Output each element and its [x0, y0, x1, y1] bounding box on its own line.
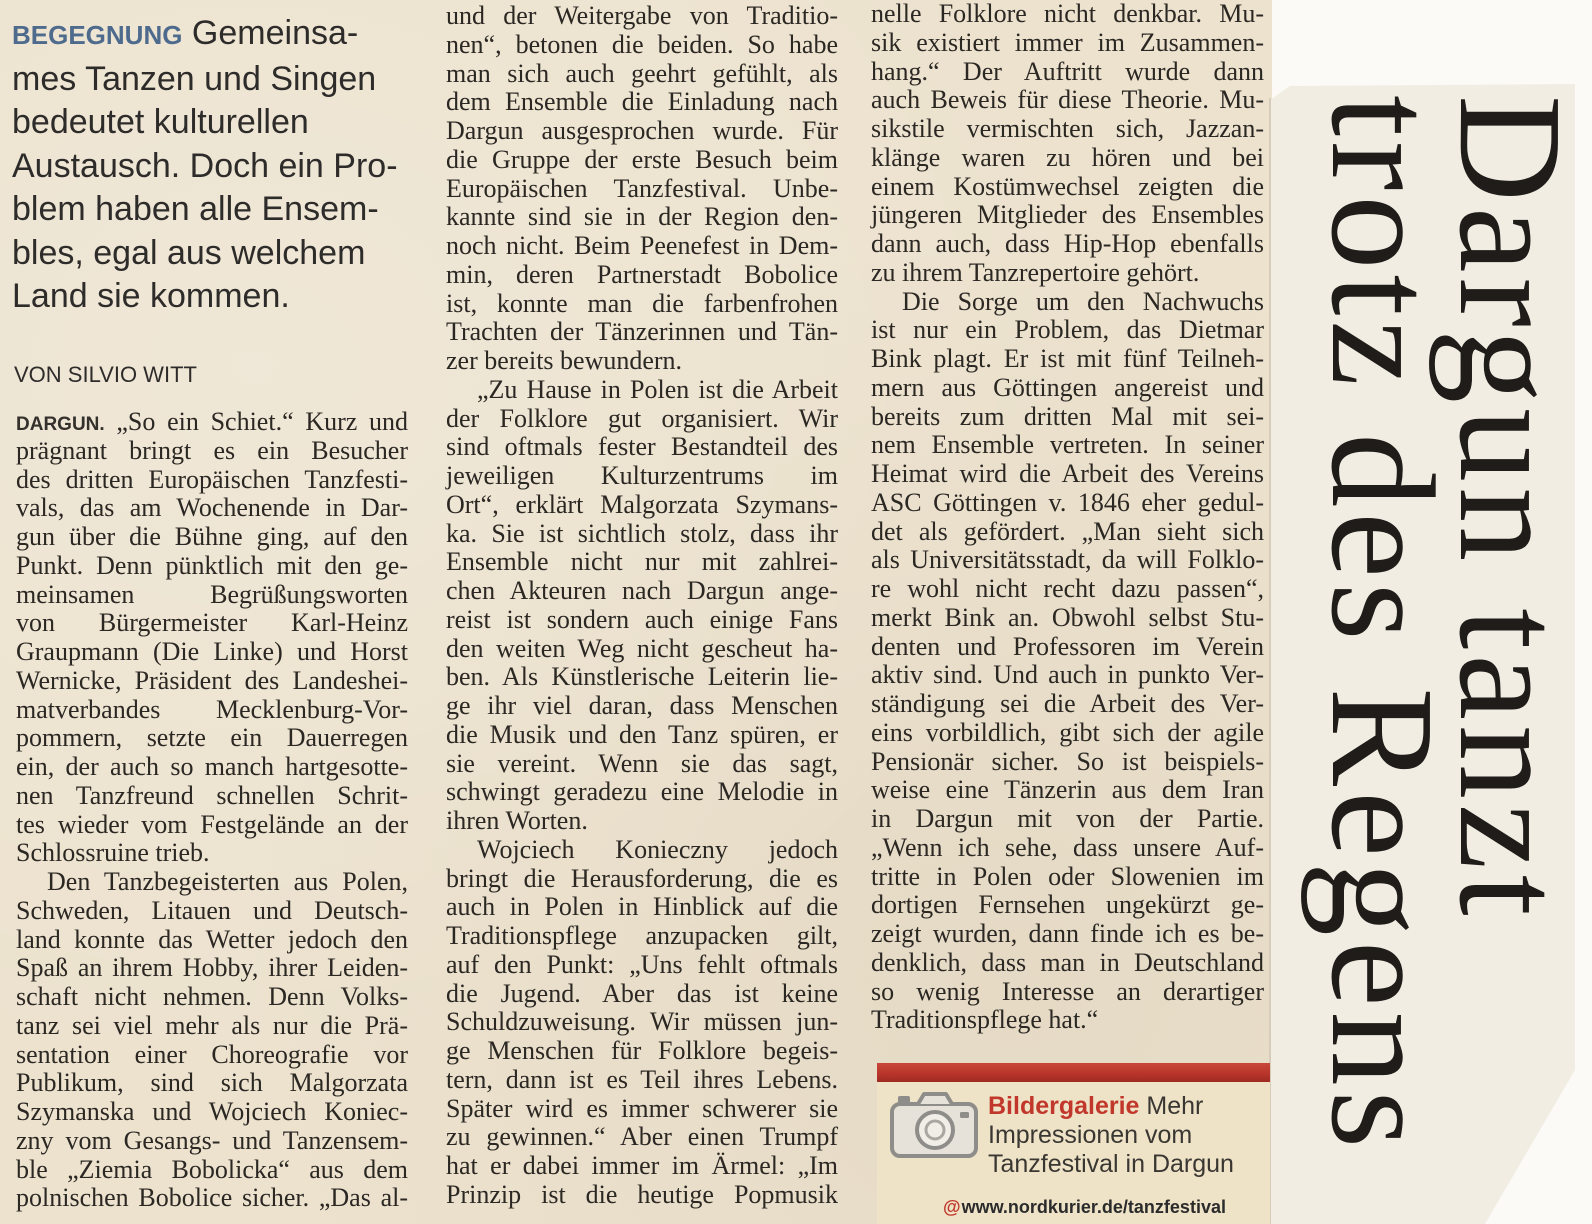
text-line: auch in Polen in Hinblick auf die — [446, 892, 838, 922]
teaser-line: bles, egal aus welchem — [12, 233, 366, 272]
text-line: die Musik und den Tanz spüren, er — [446, 719, 838, 749]
text-line: Publikum, sind sich Malgorzata — [16, 1068, 408, 1098]
headline-line-1: Dargun tanzt — [1428, 95, 1592, 921]
teaser-line-text: Gemeinsa- — [191, 14, 359, 52]
text-line: reist ist sondern auch einige Fans — [446, 604, 838, 634]
teaser-line — [12, 12, 422, 58]
text-line: mern aus Göttingen angereist und — [871, 372, 1264, 402]
text-line: Ensemble nicht nur mit zahlrei- — [446, 547, 838, 577]
text-line: „Zu Hause in Polen ist die Arbeit — [477, 374, 838, 404]
text-line: schaft nicht nehmen. Denn Volks- — [16, 982, 408, 1011]
paragraph — [446, 2, 838, 376]
text-line: prägnant bringt es ein Besucher — [16, 435, 408, 465]
gallery-bar — [877, 1063, 1270, 1082]
text-line: Wojciech Konieczny jedoch — [477, 834, 838, 864]
text-line: ble „Ziemia Bobolicka“ aus dem — [16, 1154, 408, 1184]
text-line: so wenig Interesse an derartiger — [871, 976, 1264, 1006]
teaser-line: Austausch. Doch ein Pro- — [12, 146, 398, 185]
kicker: BEGEGNUNG — [12, 20, 183, 50]
text-line: min, deren Partnerstadt Bobolice — [446, 259, 838, 289]
text-line: denten und Professoren im Verein — [871, 631, 1264, 661]
text-line: tern, dann ist es Teil ihres Lebens. — [446, 1064, 838, 1094]
text-line: Szymanska und Wojciech Koniec- — [16, 1097, 408, 1126]
text-line: die Jugend. Aber das ist keine — [446, 978, 838, 1008]
text-line: und der Weitergabe von Traditio- — [446, 1, 838, 30]
text-line: sentation einer Choreografie vor — [16, 1039, 408, 1069]
text-line: Graupmann (Die Linke) und Horst — [16, 637, 408, 666]
byline: VON SILVIO WITT — [14, 362, 197, 387]
text-line: eins vorbildlich, gibt sich der agile — [871, 717, 1264, 747]
at-icon: @ — [943, 1197, 961, 1217]
text-line: weise eine Tänzerin aus dem Iran — [871, 775, 1264, 805]
text-line: ihren Worten. — [446, 806, 588, 835]
text-line: schwingt geradezu eine Melodie in — [446, 777, 838, 807]
text-line: man sich auch geehrt gefühlt, als — [446, 58, 838, 88]
text-line: sie vereint. Wenn sie das sagt, — [446, 748, 838, 778]
text-line: Trachten der Tänzerinnen und Tän- — [446, 317, 838, 347]
text-line: ständigung sei die Arbeit des Ver- — [871, 689, 1264, 718]
gallery-line-text: Mehr — [1146, 1092, 1204, 1120]
text-line: Schweden, Litauen und Deutsch- — [16, 895, 408, 925]
text-line: tanz sei viel mehr als nur die Prä- — [16, 1010, 408, 1040]
text-line: det als gefördert. „Man sieht sich — [871, 516, 1264, 546]
teaser-line: mes Tanzen und Singen — [12, 59, 377, 98]
text-line-content: „So ein Schiet.“ Kurz und — [116, 407, 409, 436]
text-line: sind oftmals fester Bestandteil des — [446, 432, 838, 462]
text-line: Heimat wird die Arbeit des Vereins — [871, 459, 1264, 488]
text-line: Spaß an ihrem Hobby, ihrer Leiden- — [16, 953, 408, 983]
text-line: Später wird es immer schwerer sie — [446, 1093, 838, 1123]
text-line: ist, konnte man die farbenfrohen — [446, 288, 838, 318]
article-column-1 — [16, 408, 408, 1213]
text-line: Wernicke, Präsident des Landeshei- — [16, 665, 408, 695]
text-line: Prinzip ist die heutige Popmusik — [446, 1179, 838, 1209]
text-line: kannte sind sie in der Region den- — [446, 202, 838, 232]
text-line: Europäischen Tanzfestival. Unbe- — [446, 173, 838, 203]
text-line: gun über die Bühne ging, auf den — [16, 522, 408, 551]
paragraph — [446, 376, 838, 836]
text-line: nen“, betonen die beiden. So habe — [446, 29, 838, 59]
text-line: chen Akteuren nach Dargun ange- — [446, 576, 838, 605]
text-line: auf den Punkt: „Uns fehlt oftmals — [446, 949, 838, 979]
teaser-line: bedeutet kulturellen — [12, 103, 309, 141]
text-line: Schuldzuweisung. Wir müssen jun- — [446, 1007, 838, 1037]
text-line: als Universitätsstadt, da will Folklo- — [871, 545, 1264, 575]
text-line: nen Tanzfreund schnellen Schrit- — [16, 780, 408, 810]
text-line: ben. Als Künstlerische Leiterin lie- — [446, 662, 838, 692]
text-line: von Bürgermeister Karl-Heinz — [16, 608, 408, 638]
text-line: der Folklore gut organisiert. Wir — [446, 403, 838, 433]
teaser — [12, 12, 422, 319]
gallery-text — [988, 1092, 1268, 1179]
text-line: ein, der auch so manch hartgesotte- — [16, 752, 408, 781]
text-line: re wohl nicht recht dazu passen“, — [871, 574, 1264, 603]
text-line: ge Menschen für Folklore begeis- — [446, 1036, 838, 1065]
text-line: denklich, dass man in Deutschland — [871, 947, 1264, 977]
text-line: sikstile vermischten sich, Jazzan- — [871, 114, 1264, 143]
text-line: Dargun ausgesprochen wurde. Für — [446, 116, 838, 145]
text-line: zu ihrem Tanzrepertoire gehört. — [871, 257, 1200, 287]
clipping-cut-edge — [1269, 98, 1271, 1224]
text-line: ASC Göttingen v. 1846 eher gedul- — [871, 487, 1264, 517]
text-line: Traditionspflege anzupacken gilt, — [446, 921, 838, 950]
text-line: klänge waren zu hören und bei — [871, 142, 1264, 172]
text-line: hat er dabei immer im Ärmel: „Im — [446, 1151, 838, 1180]
gallery-url-text: www.nordkurier.de/tanzfestival — [961, 1197, 1226, 1217]
text-line: aktiv sind. Und auch in punkto Ver- — [871, 660, 1264, 690]
text-line: nelle Folklore nicht denkbar. Mu- — [871, 0, 1264, 28]
text-line: tes wieder vom Festgelände an der — [16, 809, 408, 839]
text-line: matverbandes Mecklenburg-Vor- — [16, 694, 408, 724]
headline — [1300, 95, 1592, 1205]
text-line: den weiten Weg nicht gescheut ha- — [446, 633, 838, 663]
text-line: ge ihr viel daran, dass Menschen — [446, 691, 838, 720]
text-line: zu gewinnen.“ Aber einen Trumpf — [446, 1122, 838, 1152]
article-column-3 — [871, 0, 1264, 1035]
paragraph — [16, 868, 408, 1213]
paragraph — [871, 288, 1264, 1036]
text-line: noch nicht. Beim Peenefest in Dem- — [446, 231, 838, 260]
article-column-2 — [446, 2, 838, 1210]
gallery-line: Impressionen vom — [988, 1121, 1193, 1149]
text-line: dann auch, dass Hip-Hop ebenfalls — [871, 229, 1264, 258]
text-line — [16, 408, 408, 437]
text-line: dortigen Fernsehen ungekürzt ge- — [871, 890, 1264, 920]
text-line: Den Tanzbegeisterten aus Polen, — [47, 867, 408, 896]
headline-line-2: trotz des Regens — [1300, 95, 1464, 1154]
text-line: die Gruppe der erste Besuch beim — [446, 144, 838, 174]
text-line: Schlossruine trieb. — [16, 838, 210, 868]
gallery-title: Bildergalerie — [988, 1092, 1140, 1120]
gallery-url — [943, 1197, 1226, 1217]
text-line: bereits zum dritten Mal mit sei- — [871, 401, 1264, 431]
text-line: ist nur ein Problem, das Dietmar — [871, 315, 1264, 345]
text-line: in Dargun mit von der Partie. — [871, 804, 1264, 833]
text-line: bringt die Herausforderung, die es — [446, 863, 838, 893]
text-line: hang.“ Der Auftritt wurde dann — [871, 56, 1264, 86]
text-line: jüngeren Mitglieder des Ensembles — [871, 200, 1264, 230]
paragraph — [446, 836, 838, 1210]
text-line: sik existiert immer im Zusammen- — [871, 27, 1264, 57]
text-line: Bink plagt. Er ist mit fünf Teilneh- — [871, 344, 1264, 373]
text-line: dem Ensemble die Einladung nach — [446, 87, 838, 117]
text-line: Traditionspflege hat.“ — [871, 1005, 1099, 1035]
text-line: zny vom Gesangs- und Tanzensem- — [16, 1125, 408, 1155]
text-line: merkt Bink an. Obwohl selbst Stu- — [871, 602, 1264, 632]
teaser-line: blem haben alle Ensem- — [12, 190, 379, 228]
text-line: tritte in Polen oder Slowenien im — [871, 861, 1264, 891]
text-line: pommern, setzte ein Dauerregen — [16, 723, 408, 753]
text-line: Die Sorge um den Nachwuchs — [902, 286, 1264, 316]
text-line: Pensionär sicher. So ist beispiels- — [871, 746, 1264, 776]
text-line: nem Ensemble vertreten. In seiner — [871, 430, 1264, 460]
teaser-line: Land sie kommen. — [12, 277, 290, 315]
text-line: jeweiligen Kulturzentrums im — [446, 461, 838, 490]
text-line: zer bereits bewundern. — [446, 346, 683, 375]
dateline: DARGUN. — [16, 414, 105, 435]
text-line: einem Kostümwechsel zeigten die — [871, 171, 1264, 201]
text-line: land konnte das Wetter jedoch den — [16, 924, 408, 954]
text-line: auch Beweis für diese Theorie. Mu- — [871, 85, 1264, 115]
gallery-line: Tanzfestival in Dargun — [988, 1150, 1234, 1178]
paragraph — [871, 0, 1264, 288]
text-line: meinsamen Begrüßungsworten — [16, 579, 408, 609]
text-line: Punkt. Denn pünktlich mit den ge- — [16, 550, 408, 580]
gallery-line — [988, 1092, 1268, 1121]
text-line: „Wenn ich sehe, dass unsere Auf- — [871, 832, 1264, 862]
text-line: polnischen Bobolice sicher. „Das al- — [16, 1183, 408, 1213]
text-line: zeigt wurden, dann finde ich es be- — [871, 919, 1264, 948]
text-line: vals, das am Wochenende in Dar- — [16, 493, 408, 523]
camera-icon — [888, 1090, 980, 1160]
paragraph — [16, 408, 408, 868]
text-line: ka. Sie ist sichtlich stolz, dass ihr — [446, 518, 838, 548]
text-line: Ort“, erklärt Malgorzata Szymans- — [446, 489, 838, 519]
text-line: des dritten Europäischen Tanzfesti- — [16, 464, 408, 494]
